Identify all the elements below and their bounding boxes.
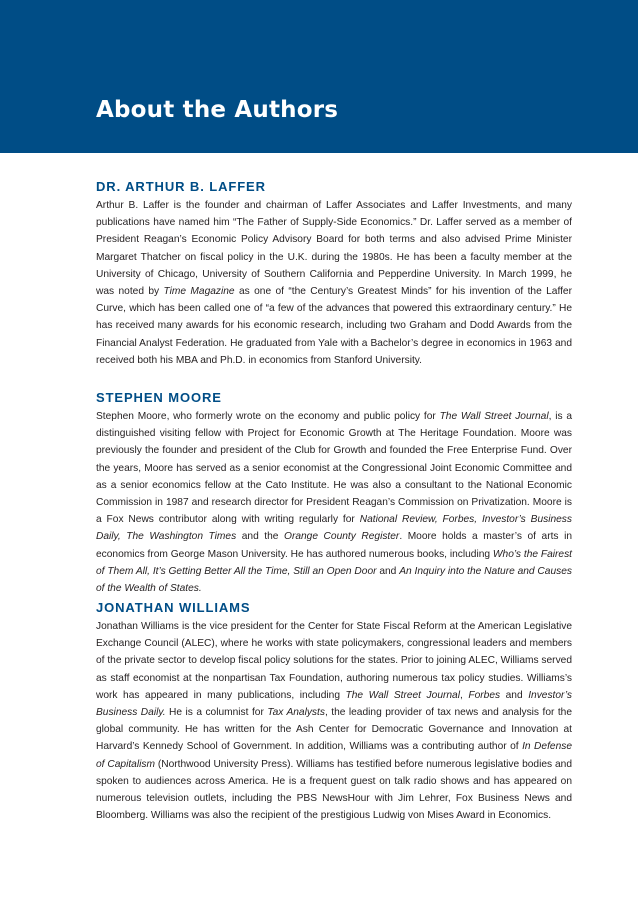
author-bio [96, 618, 572, 824]
bio-text: and [376, 565, 400, 577]
bio-italic-text: The Wall Street Journal [345, 689, 460, 701]
bio-text: and the [236, 531, 285, 543]
bio-italic-text: National Review, Forbes, Investor’s Business Daily, The Washington Times [96, 514, 572, 543]
bio-text: . Moore holds a master’s of arts in economics from George Mason University. He has authored numerous books, including [96, 531, 572, 560]
bio-italic-text: Time Magazine [163, 286, 235, 298]
bio-text: Stephen Moore, who formerly wrote on the economy and public policy for [96, 411, 440, 422]
author-entry-laffer [96, 177, 572, 369]
bio-text: as one of “the Century’s Greatest Minds” for his invention of the Laffer Curve, which has been called one of “a few of the advances that powered this extraordinary century.” He has received many awards for his economic research, including two Graham and Dodd Awards from the Financial Analyst Federation. He graduated from Yale with a Bachelor’s degree in economics in 1963 and received both his MBA and Ph.D. in economics from Stanford University. [96, 286, 572, 366]
bio-italic-text: An Inquiry into the Nature and Causes of the Wealth of States. [96, 565, 572, 595]
author-name: DR. ARTHUR B. LAFFER [96, 179, 266, 194]
bio-text: , [459, 689, 469, 701]
author-bio [96, 197, 572, 369]
author-name: STEPHEN MOORE [96, 390, 222, 405]
bio-italic-text: Tax Analysts [267, 707, 325, 719]
bio-text: , the leading provider of tax news and analysis for the global community. He has written for the Ash Center for Democratic Governance and Innovation at Harvard’s Kennedy School of Government. In addition, Williams was a contributing author of [96, 707, 573, 753]
author-bio [96, 408, 572, 597]
bio-italic-text: Orange County Register [284, 531, 400, 543]
bio-italic-text: The Wall Street Journal [439, 411, 549, 422]
header-band [0, 0, 638, 153]
page-title: About the Authors [96, 97, 339, 123]
author-name: JONATHAN WILLIAMS [96, 600, 251, 615]
bio-text: Jonathan Williams is the vice president for the Center for State Fiscal Reform at the American Legislative Exchange Council (ALEC), where he works with state policymakers, congressional leaders and members of the private sector to develop fiscal policy solutions for the states. Prior to joining ALEC, Williams served as staff economist at the nonpartisan Tax Foundation, authoring numerous tax policy studies. Williams’s work has appeared in many publications, including [96, 621, 572, 701]
bio-italic-text: Who’s the Fairest of Them All, It’s Getting Better All the Time, Still an Open Door [96, 548, 573, 577]
bio-italic-text: In Defense of Capitalism [96, 741, 572, 770]
bio-italic-text: Forbes [468, 689, 501, 701]
bio-text: and [500, 689, 529, 701]
bio-text: (Northwood University Press). Williams has testified before numerous legislative bodies and spoken to audiences across America. He is a frequent guest on talk radio shows and has appeared on numerous television outlets, including the PBS NewsHour with Jim Lehrer, Fox Business News and Bloomberg. Williams was also the recipient of the prestigious Ludwig von Mises Award in Economics. [96, 758, 572, 822]
bio-text: He is a columnist for [165, 707, 268, 719]
author-entry-moore [96, 388, 572, 597]
bio-text: Arthur B. Laffer is the founder and chairman of Laffer Associates and Laffer Investments, and many publications have named him “The Father of Supply-Side Economics.” Dr. Laffer served as a member of President Reagan’s Economic Policy Advisory Board for both terms and also advised Prime Minister Margaret Thatcher on fiscal policy in the U.K. during the 1980s. He has been a faculty member at the University of Chicago, University of Southern California and Pepperdine University. In March 1999, he was noted by [96, 200, 572, 298]
bio-italic-text: Investor’s Business Daily. [96, 689, 572, 719]
bio-text: , is a distinguished visiting fellow with Project for Economic Growth at The Heritage Foundation. Moore was previously the founder and president of the Club for Growth and founded the Free Enterprise Fund. Over the years, Moore has served as a senior economist at the Congressional Joint Economic Committee and as a senior economics fellow at the Cato Institute. He was also a consultant to the National Economic Commission in 1987 and research director for President Reagan’s Commission on Privatization. Moore is a Fox News contributor along with writing regularly for [96, 411, 572, 526]
author-entry-williams [96, 598, 572, 824]
